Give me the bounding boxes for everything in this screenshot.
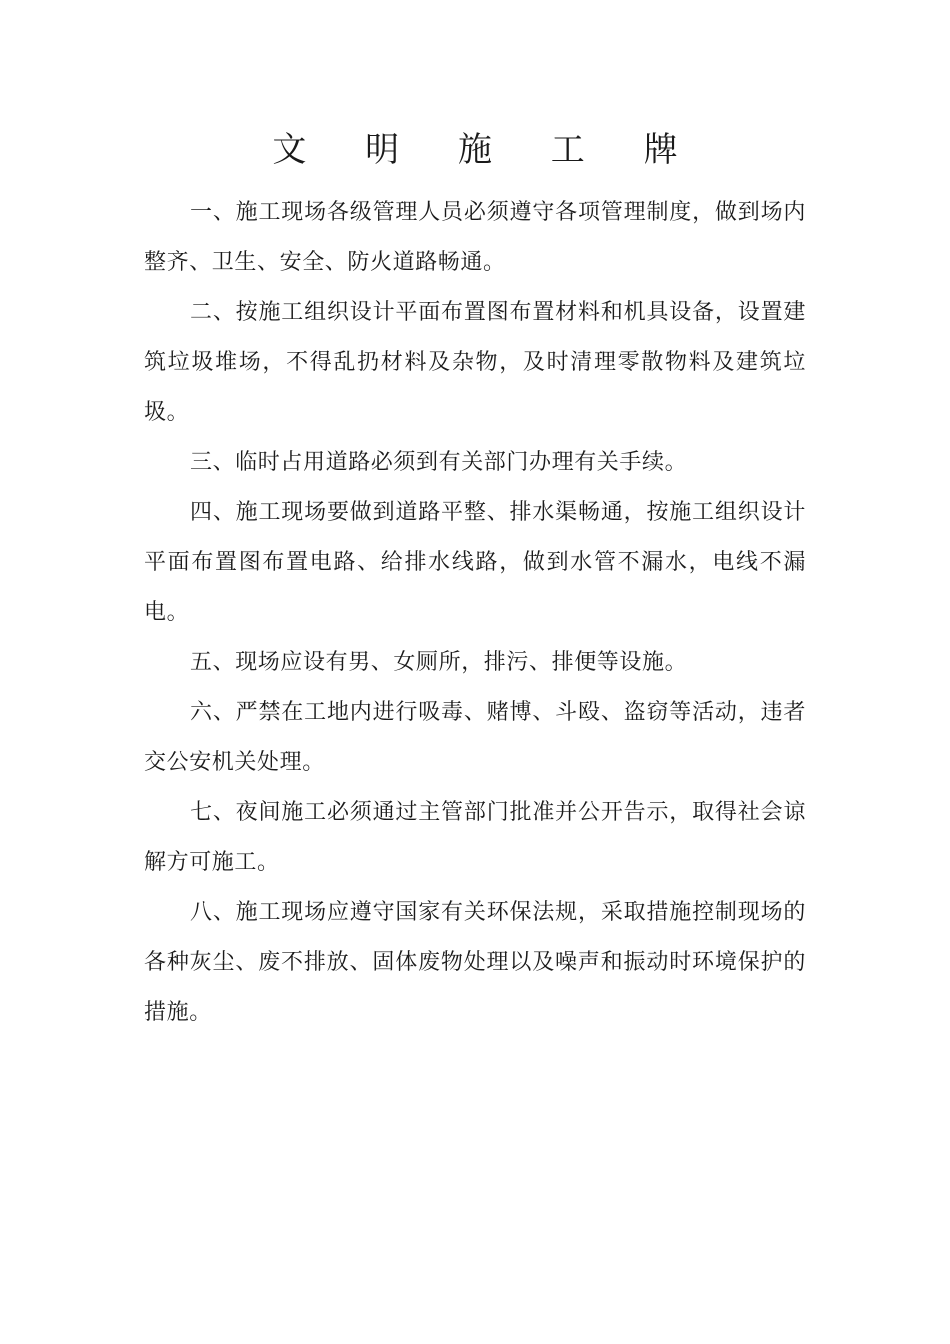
rule-item-4: 四、施工现场要做到道路平整、排水渠畅通，按施工组织设计平面布置图布置电路、给排水线路，做到水管不漏水，电线不漏电。 xyxy=(144,500,806,625)
rule-item-3: 三、临时占用道路必须到有关部门办理有关手续。 xyxy=(190,450,688,475)
rule-item-1: 一、施工现场各级管理人员必须遵守各项管理制度，做到场内整齐、卫生、安全、防火道路畅通。 xyxy=(144,200,806,275)
rule-item-7: 七、夜间施工必须通过主管部门批准并公开告示，取得社会谅解方可施工。 xyxy=(144,800,806,875)
rule-item-2: 二、按施工组织设计平面布置图布置材料和机具设备，设置建筑垃圾堆场，不得乱扔材料及杂物，及时清理零散物料及建筑垃圾。 xyxy=(144,300,806,425)
rule-item-5: 五、现场应设有男、女厕所，排污、排便等设施。 xyxy=(190,650,688,675)
rule-item-8: 八、施工现场应遵守国家有关环保法规，采取措施控制现场的各种灰尘、废不排放、固体废物处理以及噪声和振动时环境保护的措施。 xyxy=(144,900,806,1025)
rule-item-6: 六、严禁在工地内进行吸毒、赌博、斗殴、盗窃等活动，违者交公安机关处理。 xyxy=(144,700,806,775)
rules-list xyxy=(144,188,806,1038)
document-title: 文 明 施 工 牌 xyxy=(272,130,702,170)
